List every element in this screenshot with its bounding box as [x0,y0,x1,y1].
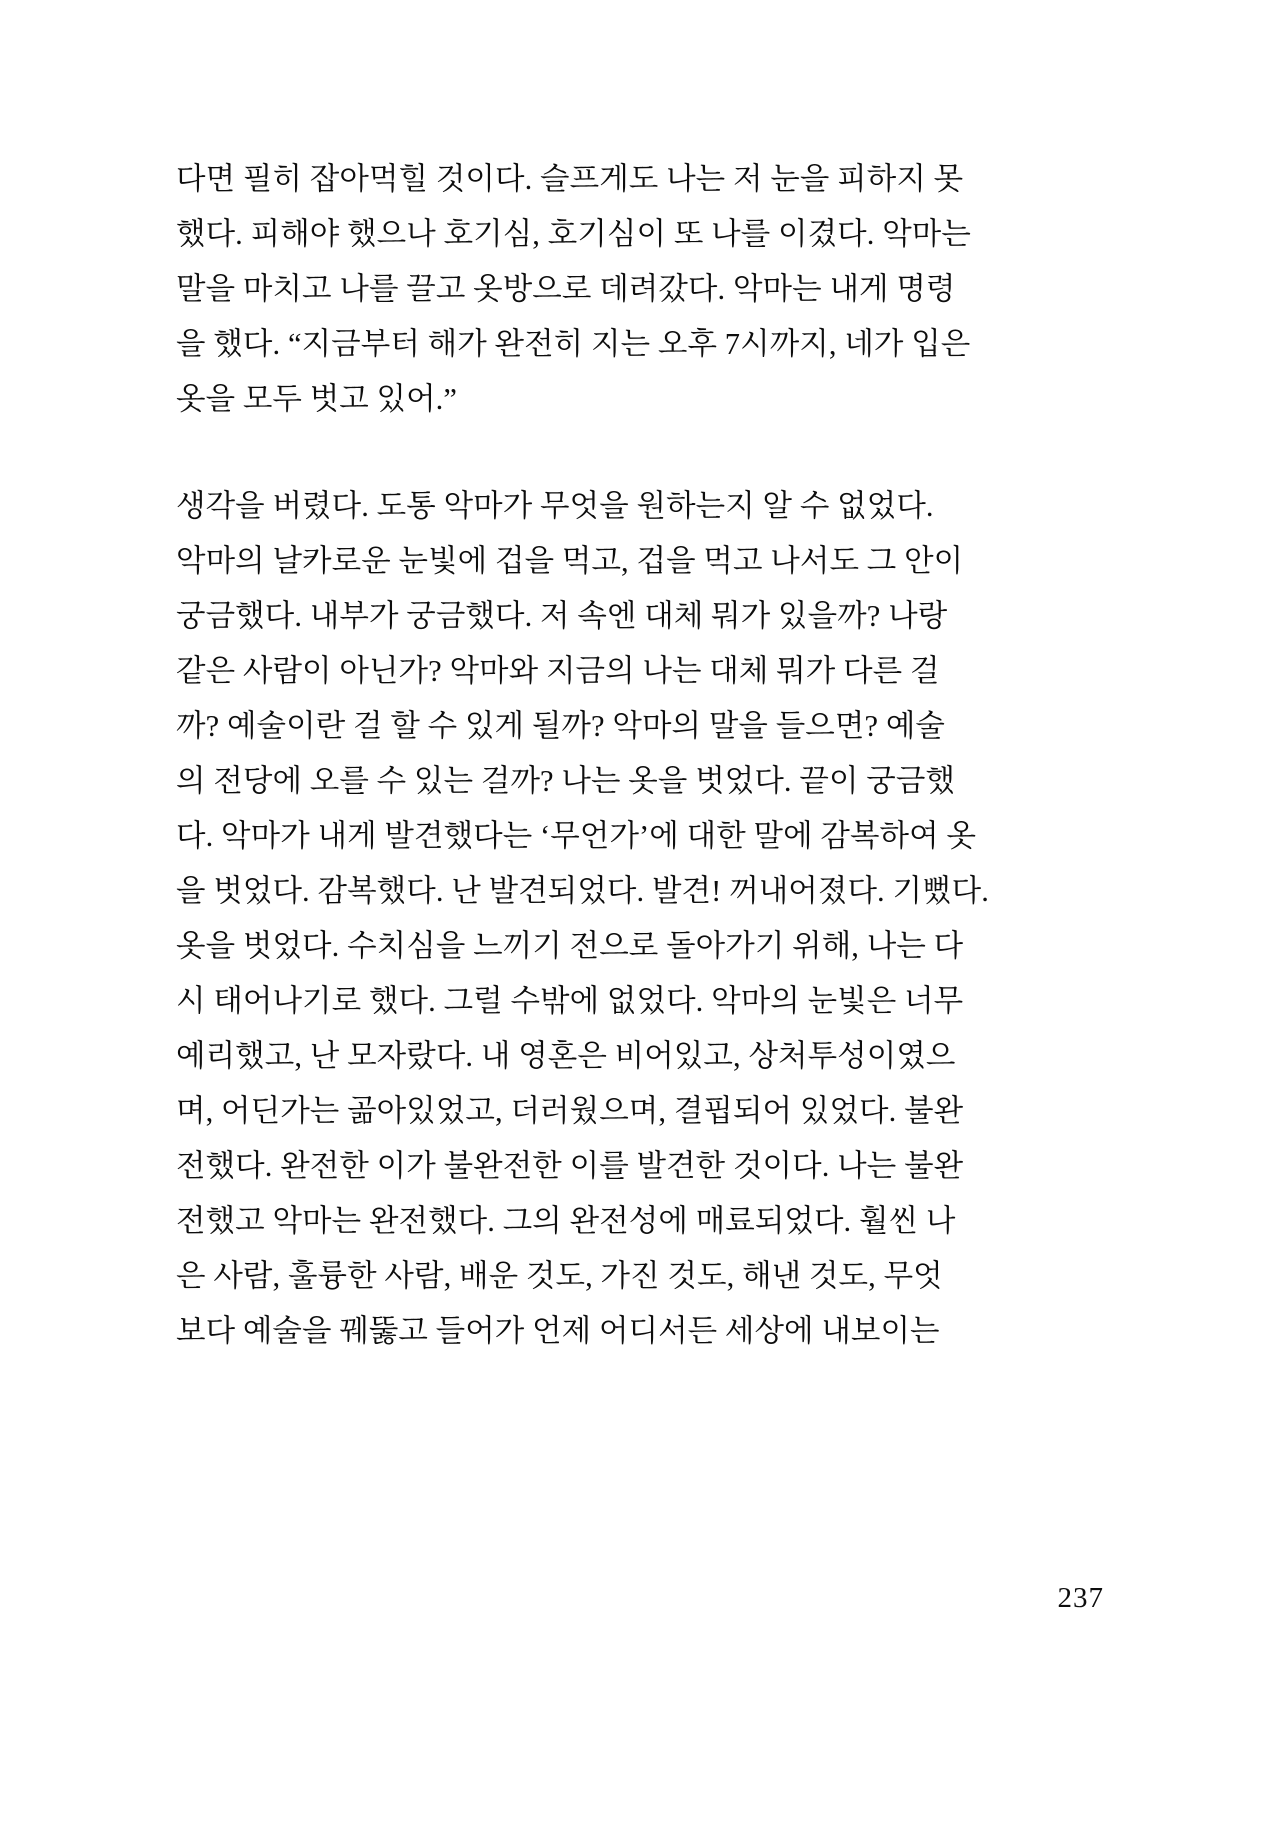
text-line: 시 태 어 나 기 로 했 다 . 그 럴 수 밖 에 없 었 다 . 악 마 의 눈 빛 은 너 무 [176,984,964,1018]
text-line: 을 했 다 . “ 지 금 부 터 해 가 완 전 히 지 는 오 후 7 시 까 지 , 네 가 입 은 [176,327,971,361]
text-line: 말 을 마 치 고 나 를 끌 고 옷 방 으 로 데 려 갔 다 . 악 마 는 내 게 명 령 [176,272,956,306]
text-line: 예 리 했 고 , 난 모 자 랐 다 . 내 영 혼 은 비 어 있 고 , 상 처 투 성 이 였 으 [176,1039,956,1073]
text-line: 은 사 람 , 훌 륭 한 사 람 , 배 운 것 도 , 가 진 것 도 , 해 낸 것 도 , 무 엇 [176,1259,943,1293]
text-line: 을 벗 었 다 . 감 복 했 다 . 난 발 견 되 었 다 . 발 견 ! 꺼 내 어 졌 다 . 기 뻤 다 . [176,874,989,908]
text-line: 다 . 악 마 가 내 게 발 견 했 다 는 ‘ 무 언 가 ’ 에 대 한 말 에 감 복 하 여 옷 [176,819,977,853]
text-line: 궁 금 했 다 . 내 부 가 궁 금 했 다 . 저 속 엔 대 체 뭐 가 있 을 까 ? 나 랑 [176,599,948,633]
text-line: 전 했 고 악 마 는 완 전 했 다 . 그 의 완 전 성 에 매 료 되 었 다 . 훨 씬 나 [176,1204,956,1238]
text-line: 며 , 어 딘 가 는 곪 아 있 었 고 , 더 러 웠 으 며 , 결 핍 되 어 있 었 다 . 불 완 [176,1094,964,1128]
text-line: 전 했 다 . 완 전 한 이 가 불 완 전 한 이 를 발 견 한 것 이 다 . 나 는 불 완 [176,1149,964,1183]
paragraph-1 [176,152,971,427]
text-line: 생 각 을 버 렸 다 . 도 통 악 마 가 무 엇 을 원 하 는 지 알 수 없 었 다 . [176,489,934,523]
text-line: 악 마 의 날 카 로 운 눈 빛 에 겁 을 먹 고 , 겁 을 먹 고 나 서 도 그 안 이 [176,544,964,578]
page-text-body [176,152,989,1359]
text-line: 옷을 모두 벗고 있어.” [176,382,458,416]
text-line: 했 다 . 피 해 야 했 으 나 호 기 심 , 호 기 심 이 또 나 를 이 겼 다 . 악 마 는 [176,217,971,251]
text-line: 다 면 필 히 잡 아 먹 힐 것 이 다 . 슬 프 게 도 나 는 저 눈 을 피 하 지 못 [176,162,964,196]
text-line: 옷 을 벗 었 다 . 수 치 심 을 느 끼 기 전 으 로 돌 아 가 기 위 해 , 나 는 다 [176,929,964,963]
text-line: 까 ? 예 술 이 란 걸 할 수 있 게 될 까 ? 악 마 의 말 을 들 으 면 ? 예 술 [176,709,945,743]
text-line: 의 전 당 에 오 를 수 있 는 걸 까 ? 나 는 옷 을 벗 었 다 . 끝 이 궁 금 했 [176,764,956,798]
text-line: 같 은 사 람 이 아 닌 가 ? 악 마 와 지 금 의 나 는 대 체 뭐 가 다 른 걸 [176,654,940,688]
text-line: 보다 예술을 꿰뚫고 들어가 언제 어디서든 세상에 내보이는 [176,1314,940,1348]
paragraph-2 [176,479,989,1359]
page-number: 237 [1057,1582,1104,1614]
